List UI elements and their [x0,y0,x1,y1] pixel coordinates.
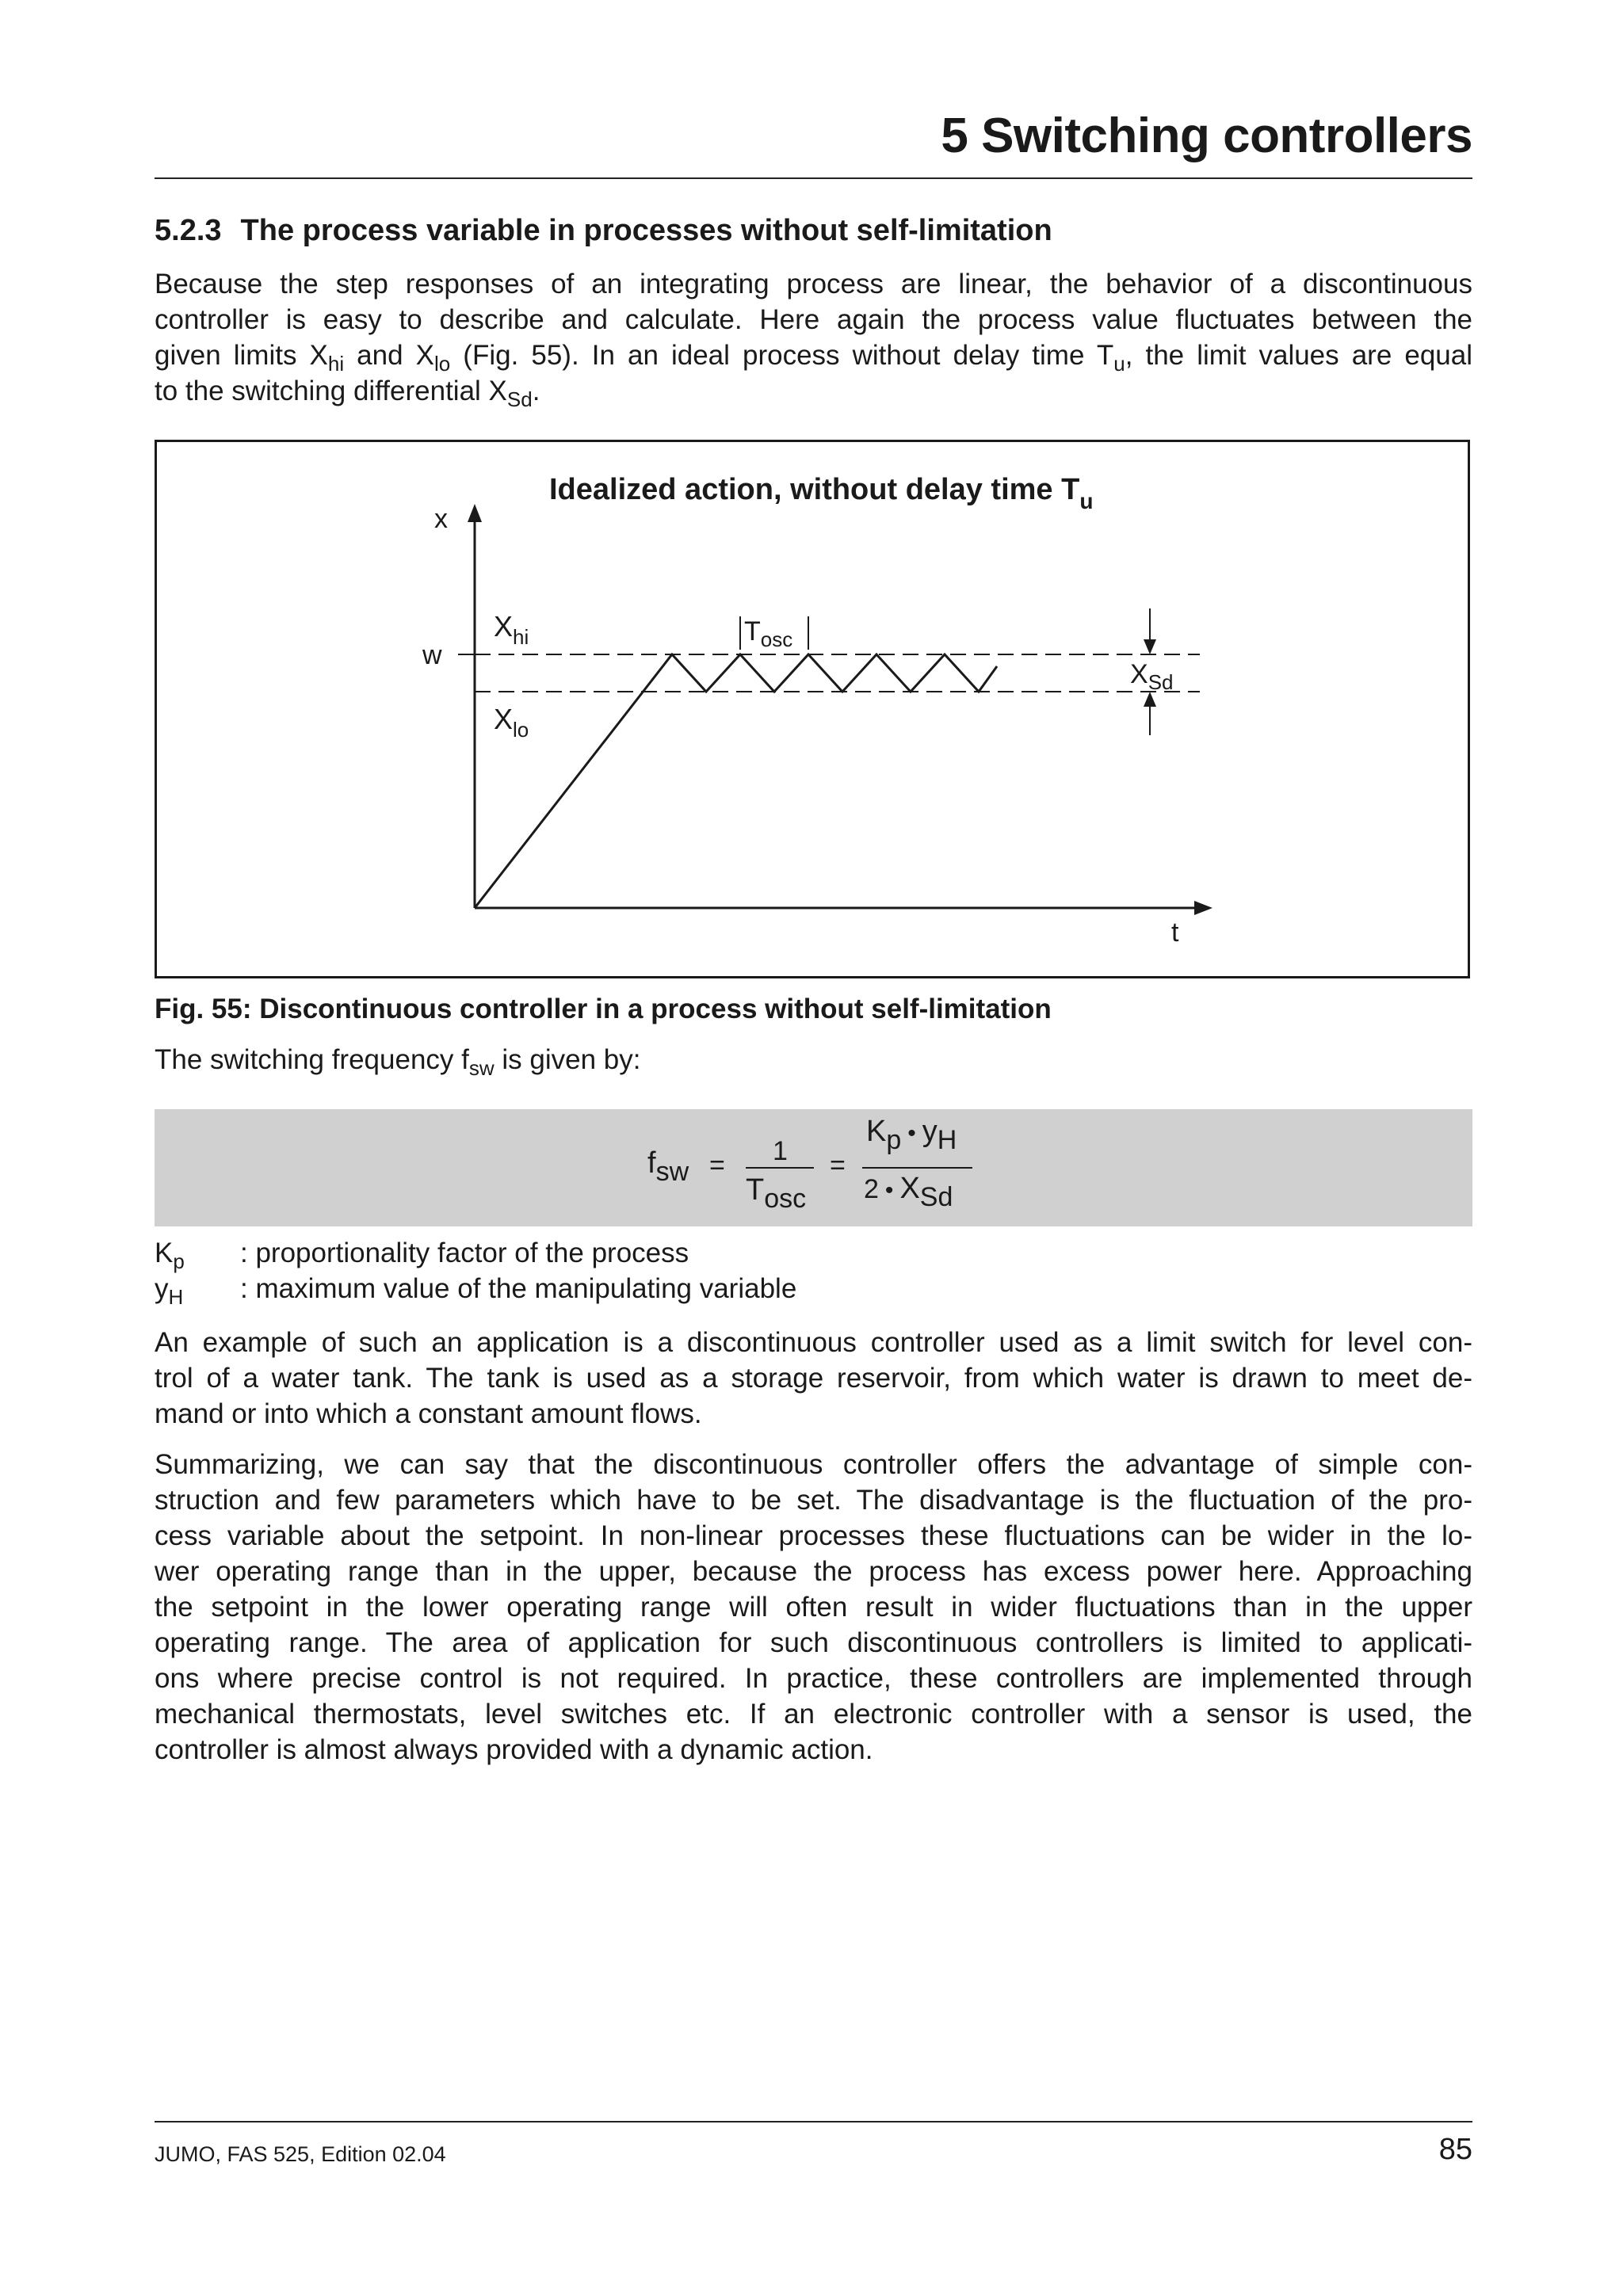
text-line: the setpoint in the lower operating range will often result in wider fluctuations than in the upper [155,1592,1472,1623]
text-line: struction and few parameters which have to be set. The disadvantage is the fluctuation of the pro- [155,1485,1472,1516]
footer-edition: JUMO, FAS 525, Edition 02.04 [155,2142,446,2166]
formula-equals-2: = [830,1150,846,1180]
page-number: 85 [1438,2133,1472,2166]
controller-diagram [157,442,1472,981]
frac1-numerator: 1 [773,1136,788,1166]
xhi-label: $X_{hi}$ [494,610,529,649]
text-line: Because the step responses of an integrating process are linear, the behavior of a discontinuous [155,269,1472,299]
y-axis-arrow [468,504,482,522]
text-line: given limits $X_{hi}$ and $X_{lo}$ (Fig. 55). In an ideal process without delay time $T_u$, the limit values are equal [155,340,1472,376]
diagram-title: Idealized action, without delay time $T_u$ [549,473,1094,513]
figure-caption: Fig. 55: Discontinuous controller in a process without self-limitation [155,994,1052,1024]
definition-text: : proportionality factor of the process [240,1238,689,1268]
text-line: mand or into which a constant amount flows. [155,1398,702,1429]
text-line: ons where precise control is not required. In practice, these controllers are implemented through [155,1663,1472,1694]
figure-55 [155,440,1470,978]
text-line: Summarizing, we can say that the discontinuous controller offers the advantage of simple con- [155,1449,1472,1480]
section-number: 5.2.3 [155,214,222,247]
text-line: operating range. The area of application for such discontinuous controllers is limited to applicati- [155,1627,1472,1658]
text-line: An example of such an application is a discontinuous controller used as a limit switch for level con- [155,1327,1472,1358]
header-divider [155,177,1472,179]
xsd-top-arrowhead [1144,639,1156,654]
text-line: to the switching differential $X_{Sd}$. [155,376,540,411]
text-line: trol of a water tank. The tank is used as a storage reservoir, from which water is drawn to meet de- [155,1363,1472,1394]
xlo-label: $X_{lo}$ [494,703,529,742]
text-line: mechanical thermostats, level switches etc. If an electronic controller with a sensor is used, the [155,1699,1472,1730]
definition-yh [155,1273,797,1309]
xsd-label: $X_{Sd}$ [1130,659,1174,694]
frac2-numerator: Kp • yH [866,1115,957,1155]
section-title: The process variable in processes without self-limitation [240,214,1052,247]
formula-equals-1: = [709,1150,725,1180]
frac1-denominator: Tosc [746,1173,807,1214]
x-axis-label: t [1171,917,1179,948]
y-axis-label: x [434,504,448,534]
definition-kp [155,1238,689,1273]
formula-box [155,1109,1472,1226]
footer-divider [155,2121,1472,2122]
formula-intro: The switching frequency $f_{sw}$ is given by: [155,1044,641,1080]
x-axis-arrow [1194,901,1212,915]
formula-lhs: fsw [647,1146,689,1187]
text-line: controller is easy to describe and calculate. Here again the process value fluctuates between the [155,304,1472,335]
intro-paragraph [155,266,1472,409]
example-paragraph [155,1325,1472,1432]
text-line: controller is almost always provided with a dynamic action. [155,1734,873,1765]
summary-paragraph [155,1447,1472,1768]
definition-symbol: $y_H$ [155,1273,184,1309]
section-heading [155,214,1052,248]
tosc-label: $T_{osc}$ [744,616,793,651]
text-line: wer operating range than in the upper, because the process has excess power here. Approaching [155,1556,1472,1587]
frac2-denominator: 2 • XSd [864,1172,953,1212]
definition-text: : maximum value of the manipulating variable [240,1273,797,1304]
page-title: 5 Switching controllers [941,109,1472,163]
text-line: cess variable about the setpoint. In non-linear processes these fluctuations can be wider in the lo- [155,1520,1472,1551]
switching-frequency-formula [155,1109,1472,1226]
definition-symbol: $K_p$ [155,1238,185,1273]
w-label: w [422,640,442,670]
